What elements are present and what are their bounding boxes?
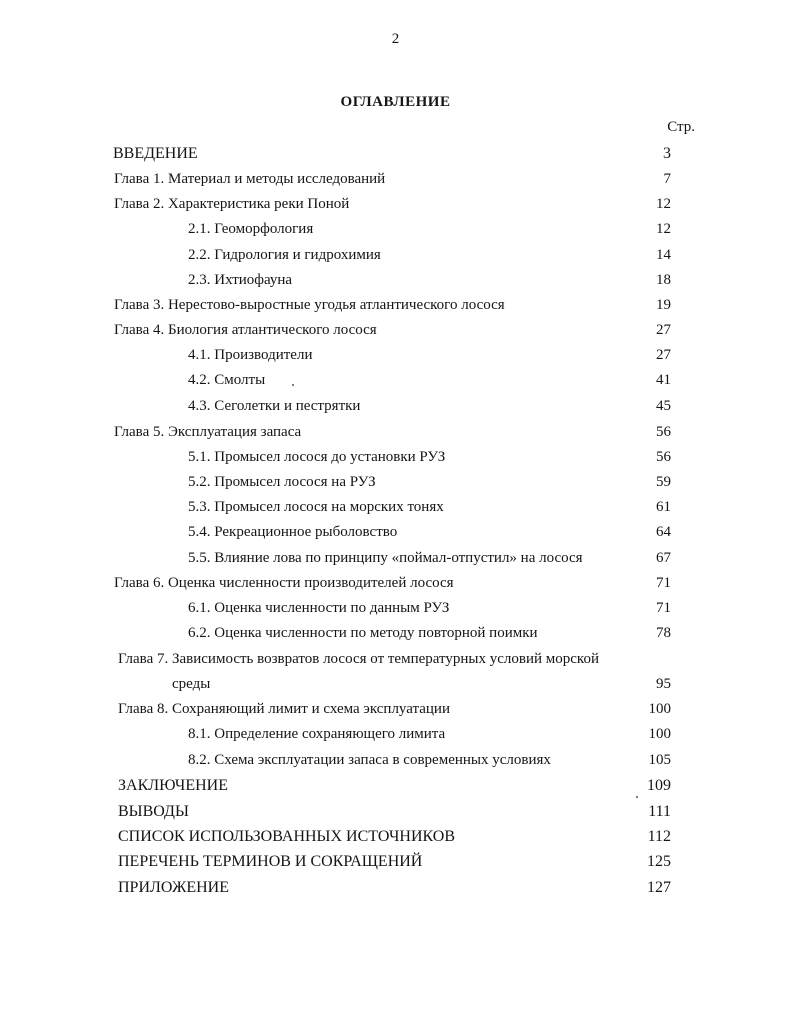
toc-entry-page: 18	[656, 272, 671, 288]
toc-entry-page: 59	[656, 474, 671, 490]
toc-entry-label: 5.5. Влияние лова по принципу «поймал-отпустил» на лосося	[188, 550, 583, 566]
toc-entry-section-8-1	[0, 722, 791, 747]
toc-entry-section-6-2	[0, 621, 791, 646]
toc-entry-section-5-2	[0, 470, 791, 495]
toc-entry-page: 127	[647, 879, 671, 896]
scan-speck	[292, 384, 294, 386]
toc-entry-chapter-7-continued	[0, 672, 791, 697]
toc-entry-chapter-4	[0, 318, 791, 343]
toc-entry-chapter-2	[0, 192, 791, 217]
toc-entry-label: 5.3. Промысел лосося на морских тонях	[188, 499, 444, 515]
page-column-header: Стр.	[667, 119, 695, 135]
toc-entry-label: Глава 3. Нерестово-выростные угодья атлантического лосося	[114, 297, 505, 313]
toc-entry-references	[0, 824, 791, 849]
toc-entry-page: 19	[656, 297, 671, 313]
toc-entry-label: Глава 4. Биология атлантического лосося	[114, 322, 377, 338]
toc-entry-section-2-1	[0, 217, 791, 242]
toc-entry-appendix	[0, 875, 791, 900]
toc-entry-label: Глава 5. Эксплуатация запаса	[114, 424, 302, 440]
toc-entry-page: 45	[656, 398, 671, 414]
toc-entry-chapter-3	[0, 293, 791, 318]
toc-entry-label: 2.2. Гидрология и гидрохимия	[188, 247, 381, 263]
toc-entry-chapter-5	[0, 420, 791, 445]
toc-entry-label: ПЕРЕЧЕНЬ ТЕРМИНОВ И СОКРАЩЕНИЙ	[118, 853, 423, 870]
toc-entry-section-5-3	[0, 495, 791, 520]
toc-entry-page: 105	[648, 752, 671, 768]
toc-entry-page: 7	[663, 171, 671, 187]
toc-entry-label: 8.2. Схема эксплуатации запаса в современных условиях	[188, 752, 551, 768]
toc-entry-label: СПИСОК ИСПОЛЬЗОВАННЫХ ИСТОЧНИКОВ	[118, 828, 456, 845]
toc-entry-label: ПРИЛОЖЕНИЕ	[118, 879, 230, 896]
toc-entry-label: 2.1. Геоморфология	[188, 221, 314, 237]
toc-entry-page: 71	[656, 600, 671, 616]
toc-entry-label: 5.2. Промысел лосося на РУЗ	[188, 474, 376, 490]
toc-entry-section-6-1	[0, 596, 791, 621]
toc-entry-label: Глава 6. Оценка численности производителей лосося	[114, 575, 454, 591]
toc-entry-page: 67	[656, 550, 671, 566]
toc-entry-label: Глава 7. Зависимость возвратов лосося от температурных условий морской	[118, 651, 599, 667]
toc-entry-page: 112	[647, 828, 671, 845]
toc-entry-findings	[0, 799, 791, 824]
toc-entry-chapter-7	[0, 647, 791, 672]
toc-entry-section-5-1	[0, 445, 791, 470]
toc-entry-label: ВВЕДЕНИЕ	[113, 145, 198, 162]
toc-entry-page: 111	[648, 803, 671, 820]
toc-entry-page: 95	[656, 676, 671, 692]
toc-entry-page: 14	[656, 247, 671, 263]
toc-entry-label: 8.1. Определение сохраняющего лимита	[188, 726, 446, 742]
toc-entry-page: 12	[656, 221, 671, 237]
toc-entry-page: 3	[663, 145, 671, 162]
toc-entry-page: 56	[656, 424, 671, 440]
toc-entry-page: 100	[648, 701, 671, 717]
toc-title: ОГЛАВЛЕНИЕ	[340, 94, 451, 110]
toc-entry-section-4-2	[0, 368, 791, 393]
toc-entry-label: 4.3. Сеголетки и пестрятки	[188, 398, 361, 414]
toc-entry-page: 125	[647, 853, 671, 870]
toc-entry-page: 27	[656, 322, 671, 338]
toc-entry-page: 78	[656, 625, 671, 641]
toc-entry-page: 71	[656, 575, 671, 591]
toc-entry-section-5-4	[0, 520, 791, 545]
toc-entry-chapter-1	[0, 167, 791, 192]
toc-entry-label: 5.4. Рекреационное рыболовство	[188, 524, 398, 540]
toc-entry-page: 56	[656, 449, 671, 465]
toc-entry-label: 5.1. Промысел лосося до установки РУЗ	[188, 449, 446, 465]
toc-entry-page: 64	[656, 524, 671, 540]
toc-entry-section-4-3	[0, 394, 791, 419]
toc-entry-glossary	[0, 849, 791, 874]
toc-entry-page: 100	[648, 726, 671, 742]
toc-entry-section-5-5	[0, 546, 791, 571]
toc-entry-label: ЗАКЛЮЧЕНИЕ	[118, 777, 228, 794]
toc-entry-page: 27	[656, 347, 671, 363]
toc-entry-chapter-8	[0, 697, 791, 722]
toc-entry-page: 41	[656, 372, 671, 388]
toc-entry-label: Глава 2. Характеристика реки Поной	[114, 196, 350, 212]
toc-entry-label: 4.1. Производители	[188, 347, 313, 363]
toc-entry-label: Глава 8. Сохраняющий лимит и схема эксплуатации	[118, 701, 450, 717]
toc-entry-label: Глава 1. Материал и методы исследований	[114, 171, 386, 187]
toc-entry-label: среды	[172, 676, 211, 692]
toc-entry-section-2-2	[0, 243, 791, 268]
scan-speck	[636, 796, 638, 798]
toc-entry-section-4-1	[0, 343, 791, 368]
toc-entry-page: 109	[647, 777, 671, 794]
toc-entry-section-8-2	[0, 748, 791, 773]
toc-entry-label: 6.1. Оценка численности по данным РУЗ	[188, 600, 450, 616]
toc-entry-label: ВЫВОДЫ	[118, 803, 189, 820]
toc-entry-chapter-6	[0, 571, 791, 596]
toc-entry-section-2-3	[0, 268, 791, 293]
toc-entry-introduction	[0, 141, 791, 166]
toc-entry-page: 61	[656, 499, 671, 515]
toc-entry-label: 6.2. Оценка численности по методу повторной поимки	[188, 625, 538, 641]
toc-entry-label: 2.3. Ихтиофауна	[188, 272, 293, 288]
toc-entry-conclusion	[0, 773, 791, 798]
toc-entry-label: 4.2. Смолты	[188, 372, 266, 388]
page-number: 2	[391, 31, 400, 47]
toc-entry-page: 12	[656, 196, 671, 212]
